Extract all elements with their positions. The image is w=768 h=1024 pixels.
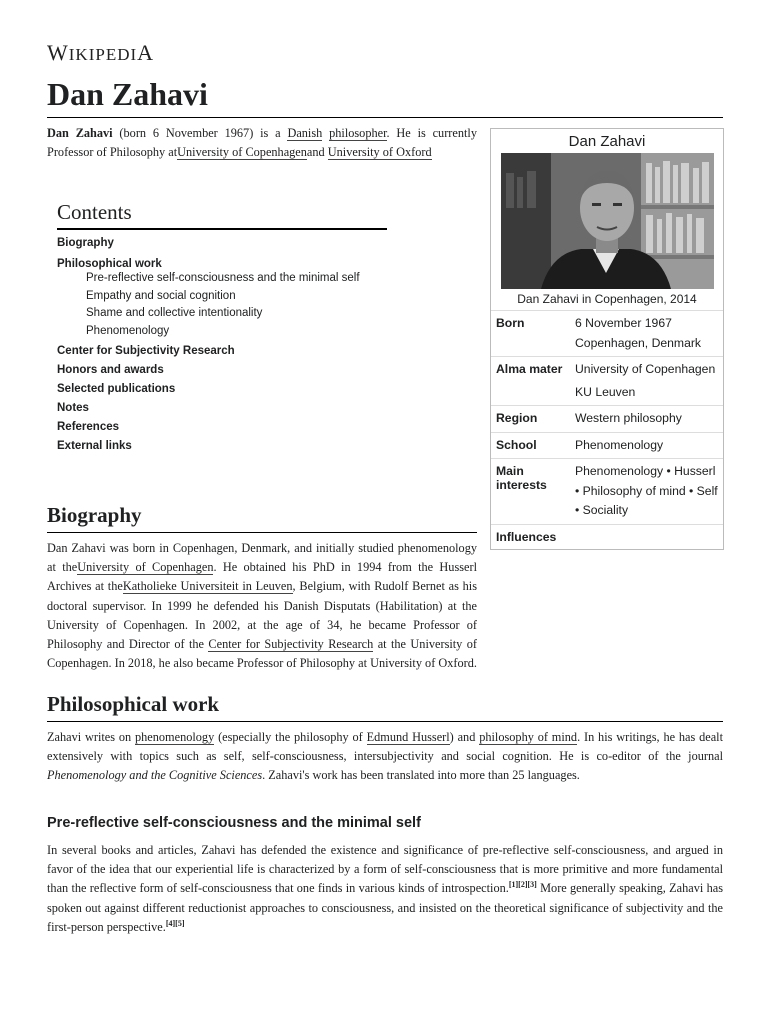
toc-item-shame[interactable]: Shame and collective intentionality [86, 307, 263, 319]
wordmark-lead: W [47, 40, 69, 65]
wordmark-rest: IKIPEDI [68, 45, 138, 64]
infobox-value[interactable]: Western philosophy [575, 411, 682, 425]
toc-heading: Contents [57, 200, 387, 230]
citation-refs-4-5[interactable]: [4][5] [165, 918, 185, 928]
toc-item-honors[interactable]: Honors and awards [57, 364, 164, 376]
bio-text-4: at the University of Copenhagen. In 2018, he also became Professor of Philosophy at University of Oxford. [47, 637, 477, 671]
section-divider [47, 721, 723, 722]
infobox-value-group [575, 357, 723, 405]
link-danish[interactable]: Danish [287, 126, 323, 140]
intro-text-1: (born 6 November 1967) is a [112, 126, 288, 140]
portrait-photo[interactable] [501, 153, 714, 289]
toc-item-notes[interactable]: Notes [57, 402, 89, 414]
link-edmund-husserl[interactable]: Edmund Husserl [366, 730, 450, 744]
infobox-caption: Dan Zahavi in Copenhagen, 2014 [517, 292, 697, 306]
infobox [490, 128, 724, 550]
infobox-label: Region [496, 411, 538, 425]
infobox-row-school [491, 432, 723, 459]
infobox-row-main-interests [491, 458, 723, 524]
link-university-of-oxford[interactable]: University of Oxford [327, 145, 432, 160]
infobox-label: School [496, 437, 537, 452]
table-of-contents [57, 200, 387, 452]
infobox-title: Dan Zahavi [568, 133, 646, 150]
title-divider [47, 117, 723, 118]
link-university-of-copenhagen-bio[interactable]: University of Copenhagen [77, 560, 214, 575]
intro-text-3: . He is currently Professor of Philosophy at [47, 126, 477, 160]
section-heading-philosophical-work: Philosophical work [47, 692, 220, 716]
infobox-label: Born [496, 316, 525, 330]
link-center-for-subjectivity-research[interactable]: Center for Subjectivity Research [208, 637, 374, 652]
section-divider [47, 532, 477, 533]
subsection-heading-pre-reflective: Pre-reflective self-consciousness and the minimal self [47, 815, 421, 831]
biography-section [47, 539, 723, 673]
page-title: Dan Zahavi [47, 76, 208, 112]
pre-reflective-paragraph [47, 841, 723, 937]
toc-item-biography[interactable]: Biography [57, 237, 114, 249]
infobox-label: Influences [496, 529, 557, 544]
section-heading-biography: Biography [47, 503, 142, 527]
wikipedia-wordmark[interactable] [47, 40, 154, 66]
toc-item-publications[interactable]: Selected publications [57, 383, 176, 395]
toc-item-phenomenology[interactable]: Phenomenology [86, 324, 170, 337]
infobox-row-alma-mater [491, 356, 723, 405]
infobox-row-born [491, 310, 723, 356]
pw-text-5: . Zahavi's work has been translated into more than 25 languages. [262, 768, 580, 783]
pw-text-3: ) and [449, 730, 480, 744]
bio-text-3: , Belgium, with Rudolf Bernet as his doctoral supervisor. In 1999 he defended his Danish Disputats (Habilitation) at the University of Copenhagen. In 2002, at the age of 34, he became Professor of Philosophy and Director of the [47, 579, 478, 652]
link-philosopher[interactable]: philosopher [329, 126, 387, 140]
philosophical-work-paragraph [47, 728, 723, 786]
infobox-value[interactable]: Phenomenology • Husserl • Philosophy of mind • Self • Sociality [575, 464, 718, 517]
portrait-image [501, 153, 714, 289]
intro-text-4: and [306, 145, 328, 160]
wordmark-end: A [137, 40, 155, 65]
bio-text-1: Dan Zahavi was born in Copenhagen, Denmark, and initially studied phenomenology at the [47, 541, 477, 575]
subject-name: Dan Zahavi [47, 126, 113, 140]
infobox-value[interactable]: University of Copenhagen [575, 362, 716, 376]
infobox-label: Alma mater [496, 362, 563, 376]
infobox-value: 6 November 1967 Copenhagen, Denmark [575, 316, 702, 350]
journal-title: Phenomenology and the Cognitive Sciences [47, 768, 263, 783]
pr-text-1: In several books and articles, Zahavi has defended the existence and significance of pre-reflective self-consciousness, and argued in favor of the idea that our experiential life is characterized by a form of self-consciousness that is more primitive and more fundamental than the reflective form of self-consciousness that one finds in various kinds of introspection. [47, 843, 723, 896]
infobox-label: Main interests [496, 464, 547, 492]
toc-item-references[interactable]: References [57, 421, 120, 433]
pw-text-4: . In his writings, he has dealt extensively with topics such as self, self-consciousness, intersubjectivity and social cognition. He is co-editor of the journal [47, 730, 724, 764]
intro-paragraph [47, 124, 477, 162]
biography-paragraph-top [47, 539, 477, 673]
infobox-row-region [491, 405, 723, 432]
link-philosophy-of-mind[interactable]: philosophy of mind [479, 730, 578, 744]
pw-text-1: Zahavi writes on [47, 730, 135, 744]
pw-text-2: (especially the philosophy of [214, 730, 367, 744]
toc-item-center[interactable]: Center for Subjectivity Research [57, 345, 235, 357]
link-ku-leuven[interactable]: Katholieke Universiteit in Leuven [122, 579, 293, 594]
infobox-value[interactable]: Phenomenology [575, 437, 664, 452]
link-phenomenology[interactable]: phenomenology [135, 730, 215, 744]
toc-item-external-links[interactable]: External links [57, 440, 132, 452]
pr-text-2: More generally speaking, Zahavi has spoken out against different reductionist approaches to consciousness, and insisted on the theoretical significance of subjectivity and the first-person perspective. [47, 881, 723, 934]
toc-item-pre-reflective[interactable]: Pre-reflective self-consciousness and the minimal self [86, 272, 360, 284]
citation-refs-1-3[interactable]: [1][2][3] [508, 880, 537, 890]
link-university-of-copenhagen[interactable]: University of Copenhagen [177, 145, 307, 160]
toc-item-philosophical-work[interactable]: Philosophical work [57, 258, 162, 270]
bio-text-2: . He obtained his PhD in 1994 from the Husserl Archives at the [47, 560, 477, 594]
infobox-value-2[interactable]: KU Leuven [575, 384, 636, 399]
toc-item-empathy[interactable]: Empathy and social cognition [86, 289, 236, 302]
